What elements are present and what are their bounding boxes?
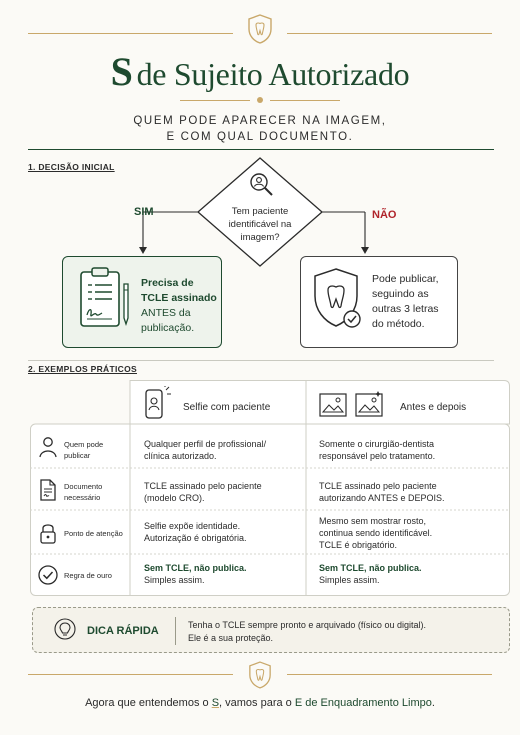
yes-line-2: TCLE assinado	[141, 292, 217, 304]
decision-question: Tem paciente identificável na imagem?	[228, 206, 292, 243]
row-4-ba-line-2: Simples assim.	[319, 575, 380, 585]
title-rest: de Sujeito Autorizado	[136, 56, 410, 92]
row-2-selfie-cell	[144, 480, 262, 504]
row-1-before-after-cell	[319, 438, 435, 462]
footer-part-3: .	[431, 697, 435, 709]
row-4-before-after-cell	[319, 562, 422, 586]
row-3-label-line-1: Ponto de atenção	[64, 529, 123, 538]
no-line-4: do método.	[372, 318, 425, 330]
quick-tip-label: DICA RÁPIDA	[87, 625, 159, 637]
row-1-ba-line-1: Somente o cirurgião-dentista	[319, 439, 435, 449]
row-2-selfie-line-2: (modelo CRO).	[144, 493, 205, 503]
row-2-ba-line-2: autorizando ANTES e DEPOIS.	[319, 493, 445, 503]
row-4-ba-line-1: Sem TCLE, não publica.	[319, 563, 422, 573]
section-1-label: 1. DECISÃO INICIAL	[28, 162, 115, 172]
footer-divider-left	[28, 674, 233, 675]
quick-tip-line-2: Ele é a sua proteção.	[188, 633, 274, 643]
row-3-selfie-line-2: Autorização é obrigatória.	[144, 533, 247, 543]
row-1-label-line-2: publicar	[64, 451, 91, 460]
row-1-selfie-line-2: clínica autorizado.	[144, 451, 217, 461]
yes-line-1: Precisa de	[141, 277, 194, 289]
row-1-selfie-line-1: Qualquer perfil de profissional/	[144, 439, 267, 449]
quick-tip-divider	[175, 617, 176, 645]
row-1-label-line-1: Quem pode	[64, 440, 104, 449]
footer-part-2: , vamos para o	[219, 697, 295, 709]
no-line-2: seguindo as	[372, 288, 429, 300]
row-4-selfie-line-2: Simples assim.	[144, 575, 205, 585]
title-letter-s: S	[110, 49, 133, 94]
quick-tip-line-1: Tenha o TCLE sempre pronto e arquivado (físico ou digital).	[188, 620, 426, 630]
examples-table	[30, 380, 510, 596]
clipboard-signature-icon	[78, 266, 134, 332]
row-3-selfie-cell	[144, 520, 247, 544]
row-label-attention	[64, 528, 123, 539]
row-4-selfie-cell	[144, 562, 247, 586]
row-4-label-line-1: Regra de ouro	[64, 571, 112, 580]
yes-line-4: publicação.	[141, 322, 195, 334]
section-rule	[28, 360, 494, 361]
yes-outcome-text	[141, 276, 221, 336]
document-icon	[38, 478, 58, 502]
yes-line-3: ANTES da	[141, 307, 191, 319]
row-3-ba-line-3: TCLE é obrigatório.	[319, 540, 398, 550]
person-icon	[38, 436, 58, 458]
footer-next-letter: E de Enquadramento Limpo	[294, 697, 432, 709]
row-1-ba-line-2: responsável pelo tratamento.	[319, 451, 436, 461]
subtitle-line-1: QUEM PODE APARECER NA IMAGEM,	[133, 115, 387, 127]
row-4-selfie-line-1: Sem TCLE, não publica.	[144, 563, 247, 573]
row-3-selfie-line-1: Selfie expõe identidade.	[144, 521, 241, 531]
row-label-document	[64, 481, 102, 503]
footer-letter-s: S	[211, 697, 220, 709]
check-circle-icon	[37, 564, 59, 586]
row-3-ba-line-2: continua sendo identificável.	[319, 528, 433, 538]
footer-divider-right	[287, 674, 492, 675]
footer-text	[0, 697, 520, 709]
no-line-1: Pode publicar,	[372, 273, 439, 285]
section-2-label: 2. EXEMPLOS PRÁTICOS	[28, 364, 137, 374]
row-label-golden-rule	[64, 570, 112, 581]
row-2-ba-line-1: TCLE assinado pelo paciente	[319, 481, 437, 491]
no-line-3: outras 3 letras	[372, 303, 439, 315]
phone-selfie-icon	[142, 386, 172, 420]
row-label-who	[64, 439, 103, 461]
magnifier-person-icon	[247, 170, 275, 198]
row-2-before-after-cell	[319, 480, 445, 504]
row-1-selfie-cell	[144, 438, 266, 462]
row-3-before-after-cell	[319, 515, 432, 551]
column-header-before-after: Antes e depois	[400, 402, 467, 413]
before-after-images-icon	[318, 390, 386, 418]
no-label: NÃO	[372, 209, 397, 221]
lightbulb-icon	[54, 618, 76, 644]
no-outcome-text	[372, 272, 456, 332]
shield-tooth-check-icon	[311, 266, 365, 332]
row-2-label-line-1: Documento	[64, 482, 103, 491]
subtitle-line-2: E COM QUAL DOCUMENTO.	[166, 131, 354, 143]
row-2-selfie-line-1: TCLE assinado pelo paciente	[144, 481, 262, 491]
column-header-selfie: Selfie com paciente	[183, 402, 271, 413]
row-3-ba-line-1: Mesmo sem mostrar rosto,	[319, 516, 427, 526]
tooth-shield-crest-icon	[248, 661, 272, 689]
lock-icon	[38, 521, 58, 545]
yes-label: SIM	[134, 206, 154, 218]
row-2-label-line-2: necessário	[64, 493, 101, 502]
quick-tip-text	[188, 619, 426, 645]
footer-part-1: Agora que entendemos o	[85, 697, 212, 709]
